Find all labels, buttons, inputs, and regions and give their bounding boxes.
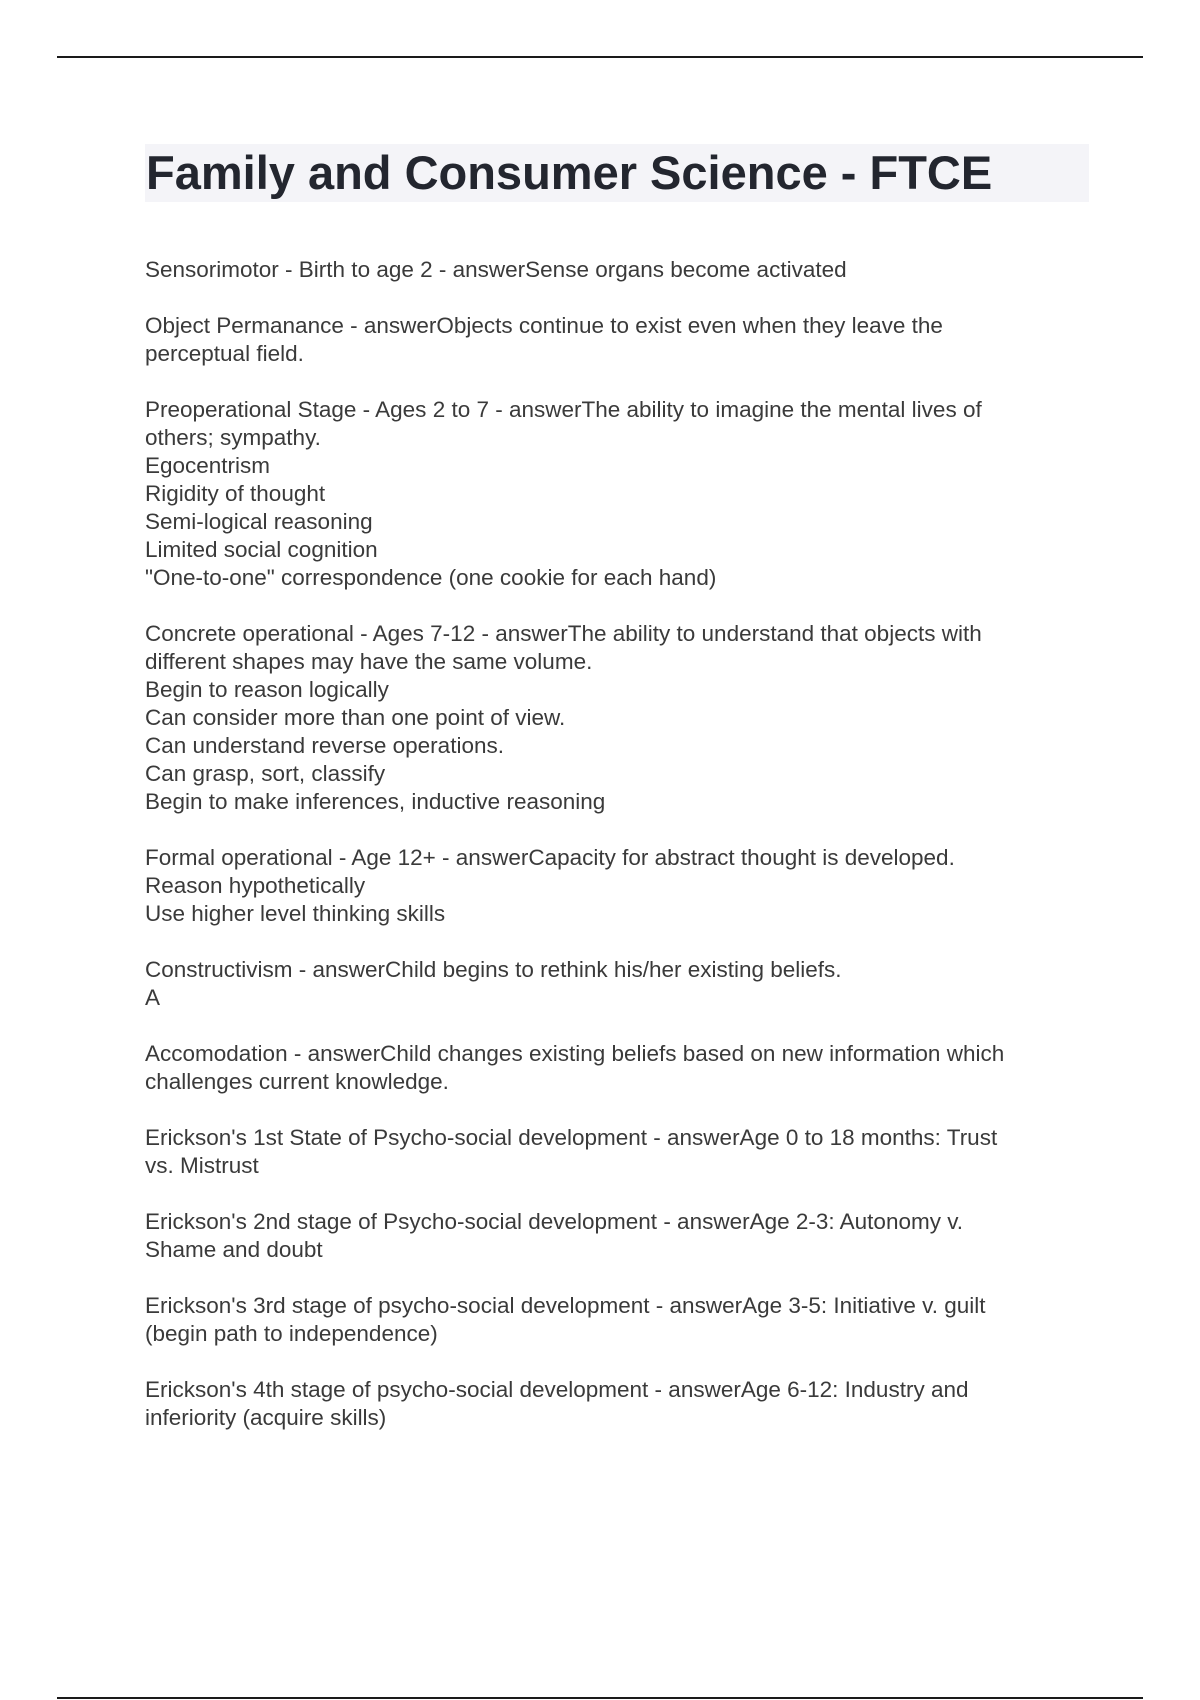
flashcard-list xyxy=(145,256,1085,1460)
flashcard-entry xyxy=(145,256,1085,284)
entry-line: Sensorimotor - Birth to age 2 - answerSense organs become activated xyxy=(145,257,847,282)
entry-line: others; sympathy. xyxy=(145,425,321,450)
bottom-divider xyxy=(57,1697,1143,1699)
flashcard-entry xyxy=(145,396,1085,592)
entry-line: Can consider more than one point of view. xyxy=(145,705,566,730)
flashcard-entry xyxy=(145,1376,1085,1432)
entry-line: challenges current knowledge. xyxy=(145,1069,449,1094)
entry-line: Begin to reason logically xyxy=(145,677,389,702)
entry-line: Formal operational - Age 12+ - answerCapacity for abstract thought is developed. xyxy=(145,845,955,870)
flashcard-entry xyxy=(145,956,1085,1012)
flashcard-entry xyxy=(145,844,1085,928)
entry-line: Erickson's 3rd stage of psycho-social development - answerAge 3-5: Initiative v. guilt xyxy=(145,1293,986,1318)
entry-line: vs. Mistrust xyxy=(145,1153,259,1178)
flashcard-entry xyxy=(145,1040,1085,1096)
flashcard-entry xyxy=(145,620,1085,816)
flashcard-entry xyxy=(145,312,1085,368)
entry-line: inferiority (acquire skills) xyxy=(145,1405,387,1430)
flashcard-entry xyxy=(145,1208,1085,1264)
entry-line: (begin path to independence) xyxy=(145,1321,438,1346)
flashcard-entry xyxy=(145,1124,1085,1180)
entry-line: Shame and doubt xyxy=(145,1237,323,1262)
top-divider xyxy=(57,56,1143,58)
entry-line: Concrete operational - Ages 7-12 - answerThe ability to understand that objects with xyxy=(145,621,982,646)
entry-line: Rigidity of thought xyxy=(145,481,326,506)
entry-line: Limited social cognition xyxy=(145,537,378,562)
entry-line: Begin to make inferences, inductive reasoning xyxy=(145,789,606,814)
entry-line: Preoperational Stage - Ages 2 to 7 - answerThe ability to imagine the mental lives of xyxy=(145,397,982,422)
entry-line: perceptual field. xyxy=(145,341,304,366)
entry-line: Semi-logical reasoning xyxy=(145,509,373,534)
entry-line: Erickson's 2nd stage of Psycho-social development - answerAge 2-3: Autonomy v. xyxy=(145,1209,964,1234)
entry-line: Accomodation - answerChild changes existing beliefs based on new information which xyxy=(145,1041,1005,1066)
entry-line: Use higher level thinking skills xyxy=(145,901,446,926)
entry-line: Egocentrism xyxy=(145,453,271,478)
entry-line: Erickson's 4th stage of psycho-social development - answerAge 6-12: Industry and xyxy=(145,1377,969,1402)
page-title: Family and Consumer Science - FTCE xyxy=(146,146,993,199)
entry-line: Can understand reverse operations. xyxy=(145,733,504,758)
entry-line: A xyxy=(145,985,161,1010)
entry-line: Erickson's 1st State of Psycho-social development - answerAge 0 to 18 months: Trust xyxy=(145,1125,998,1150)
entry-line: Object Permanance - answerObjects continue to exist even when they leave the xyxy=(145,313,943,338)
entry-line: different shapes may have the same volume. xyxy=(145,649,593,674)
entry-line: "One-to-one" correspondence (one cookie for each hand) xyxy=(145,565,717,590)
entry-line: Constructivism - answerChild begins to rethink his/her existing beliefs. xyxy=(145,957,842,982)
entry-line: Can grasp, sort, classify xyxy=(145,761,386,786)
flashcard-entry xyxy=(145,1292,1085,1348)
entry-line: Reason hypothetically xyxy=(145,873,366,898)
